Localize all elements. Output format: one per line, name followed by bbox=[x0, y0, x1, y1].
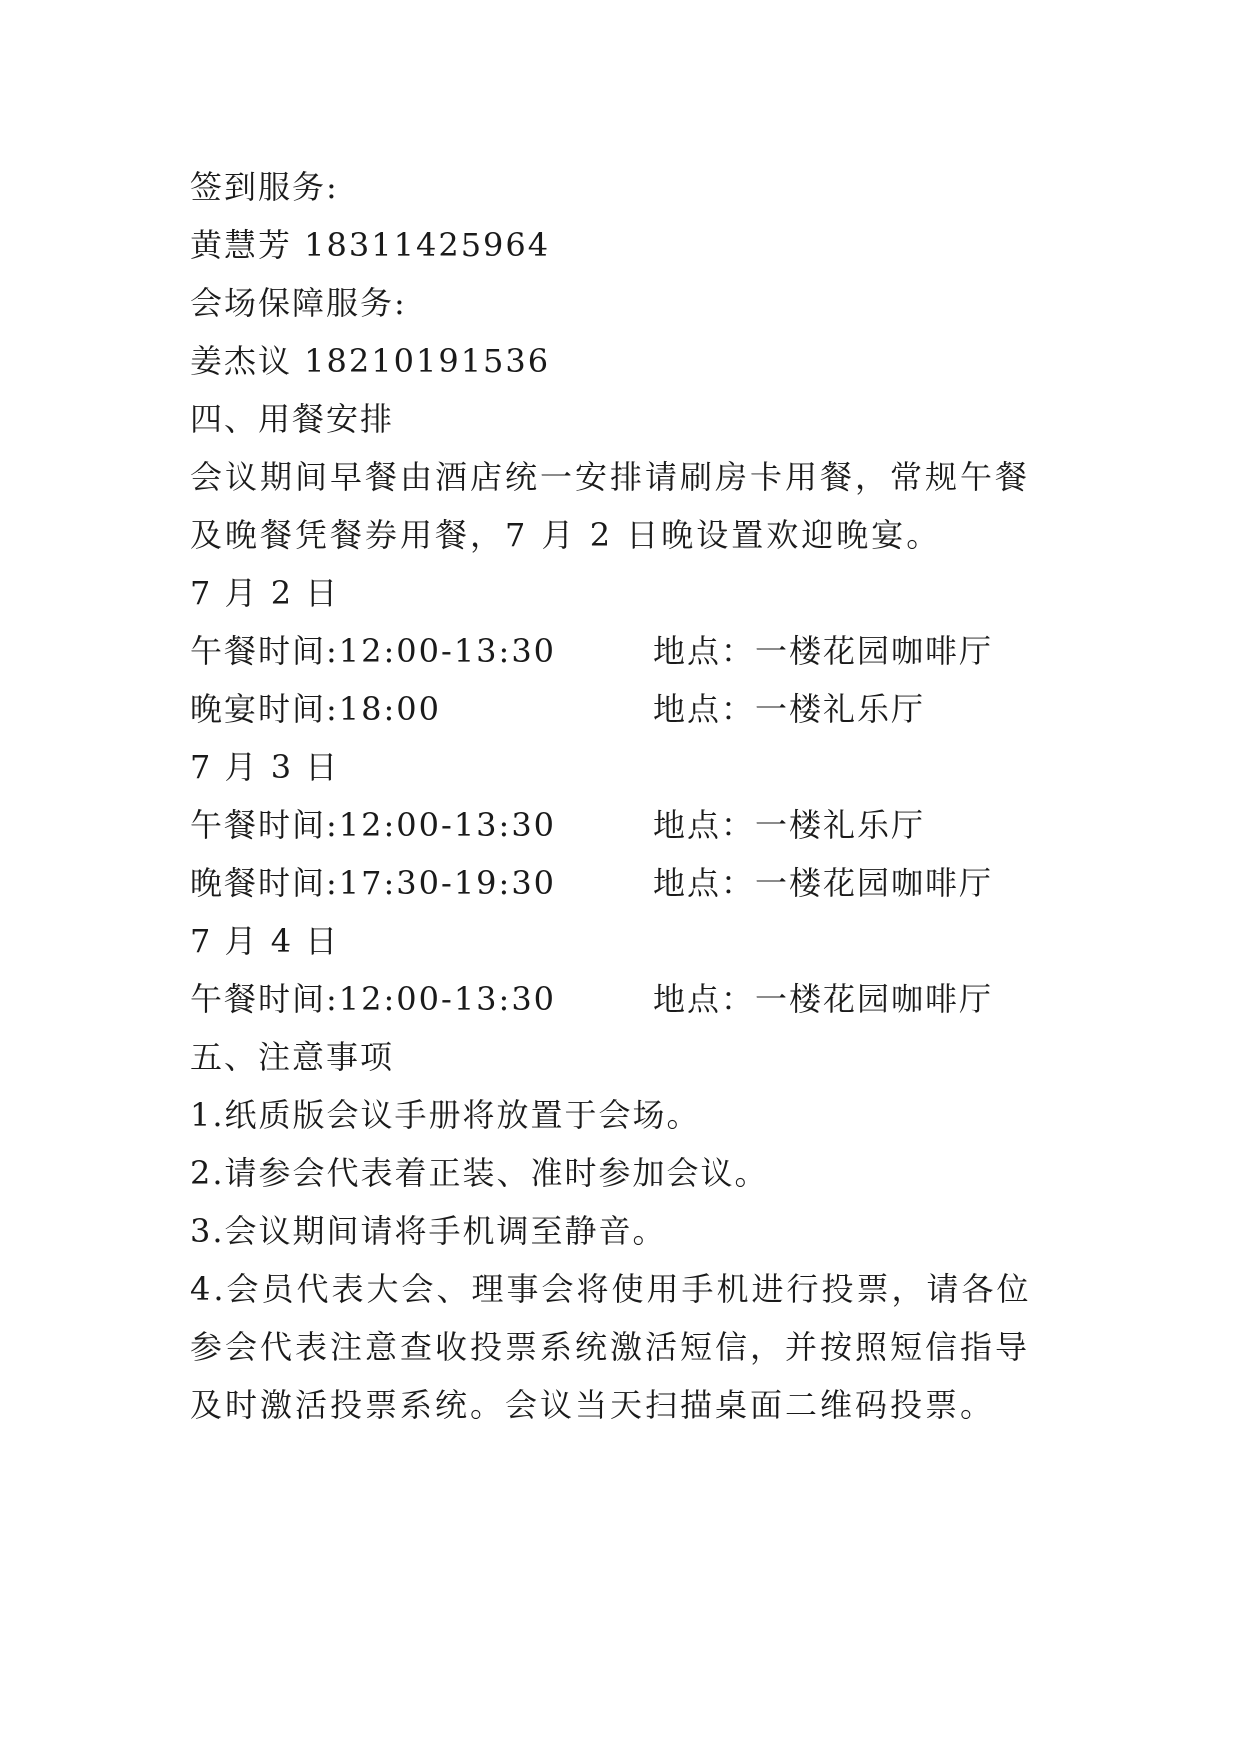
signin-heading: 签到服务: bbox=[190, 168, 339, 206]
meal-schedule-row bbox=[190, 970, 1050, 1028]
notes-section-heading: 五、注意事项 bbox=[190, 1038, 395, 1076]
meal-location: 地点：一楼花园咖啡厅 bbox=[653, 980, 994, 1018]
note-item: 4.会员代表大会、理事会将使用手机进行投票，请各位参会代表注意查收投票系统激活短信，并按照短信指导及时激活投票系统。会议当天扫描桌面二维码投票。 bbox=[190, 1270, 1032, 1424]
meal-location: 地点：一楼礼乐厅 bbox=[653, 690, 926, 728]
meal-time: 午餐时间:12:00-13:30 bbox=[190, 806, 557, 844]
meal-time: 晚餐时间:17:30-19:30 bbox=[190, 864, 557, 902]
meal-schedule-row bbox=[190, 680, 1050, 738]
meal-schedule-row bbox=[190, 854, 1050, 912]
meal-day-date: 7 月 2 日 bbox=[190, 574, 340, 612]
meal-location: 地点：一楼花园咖啡厅 bbox=[653, 632, 994, 670]
note-item: 2.请参会代表着正装、准时参加会议。 bbox=[190, 1154, 769, 1192]
meal-schedule-row bbox=[190, 796, 1050, 854]
meals-section-heading: 四、用餐安排 bbox=[190, 400, 395, 438]
meal-day-date: 7 月 4 日 bbox=[190, 922, 340, 960]
meal-schedule-row bbox=[190, 622, 1050, 680]
meal-location: 地点：一楼花园咖啡厅 bbox=[653, 864, 994, 902]
meal-time: 晚宴时间:18:00 bbox=[190, 690, 442, 728]
meals-intro-paragraph: 会议期间早餐由酒店统一安排请刷房卡用餐，常规午餐及晚餐凭餐券用餐，7 月 2 日晚设置欢迎晚宴。 bbox=[190, 458, 1031, 554]
note-item: 3.会议期间请将手机调至静音。 bbox=[190, 1212, 667, 1250]
document-body bbox=[190, 158, 1050, 1434]
note-item: 1.纸质版会议手册将放置于会场。 bbox=[190, 1096, 701, 1134]
meal-time: 午餐时间:12:00-13:30 bbox=[190, 980, 557, 1018]
signin-contact: 黄慧芳 18311425964 bbox=[190, 226, 551, 264]
venue-support-heading: 会场保障服务: bbox=[190, 284, 407, 322]
venue-support-contact: 姜杰议 18210191536 bbox=[190, 342, 551, 380]
meal-time: 午餐时间:12:00-13:30 bbox=[190, 632, 557, 670]
meal-day-date: 7 月 3 日 bbox=[190, 748, 340, 786]
meal-location: 地点：一楼礼乐厅 bbox=[653, 806, 926, 844]
